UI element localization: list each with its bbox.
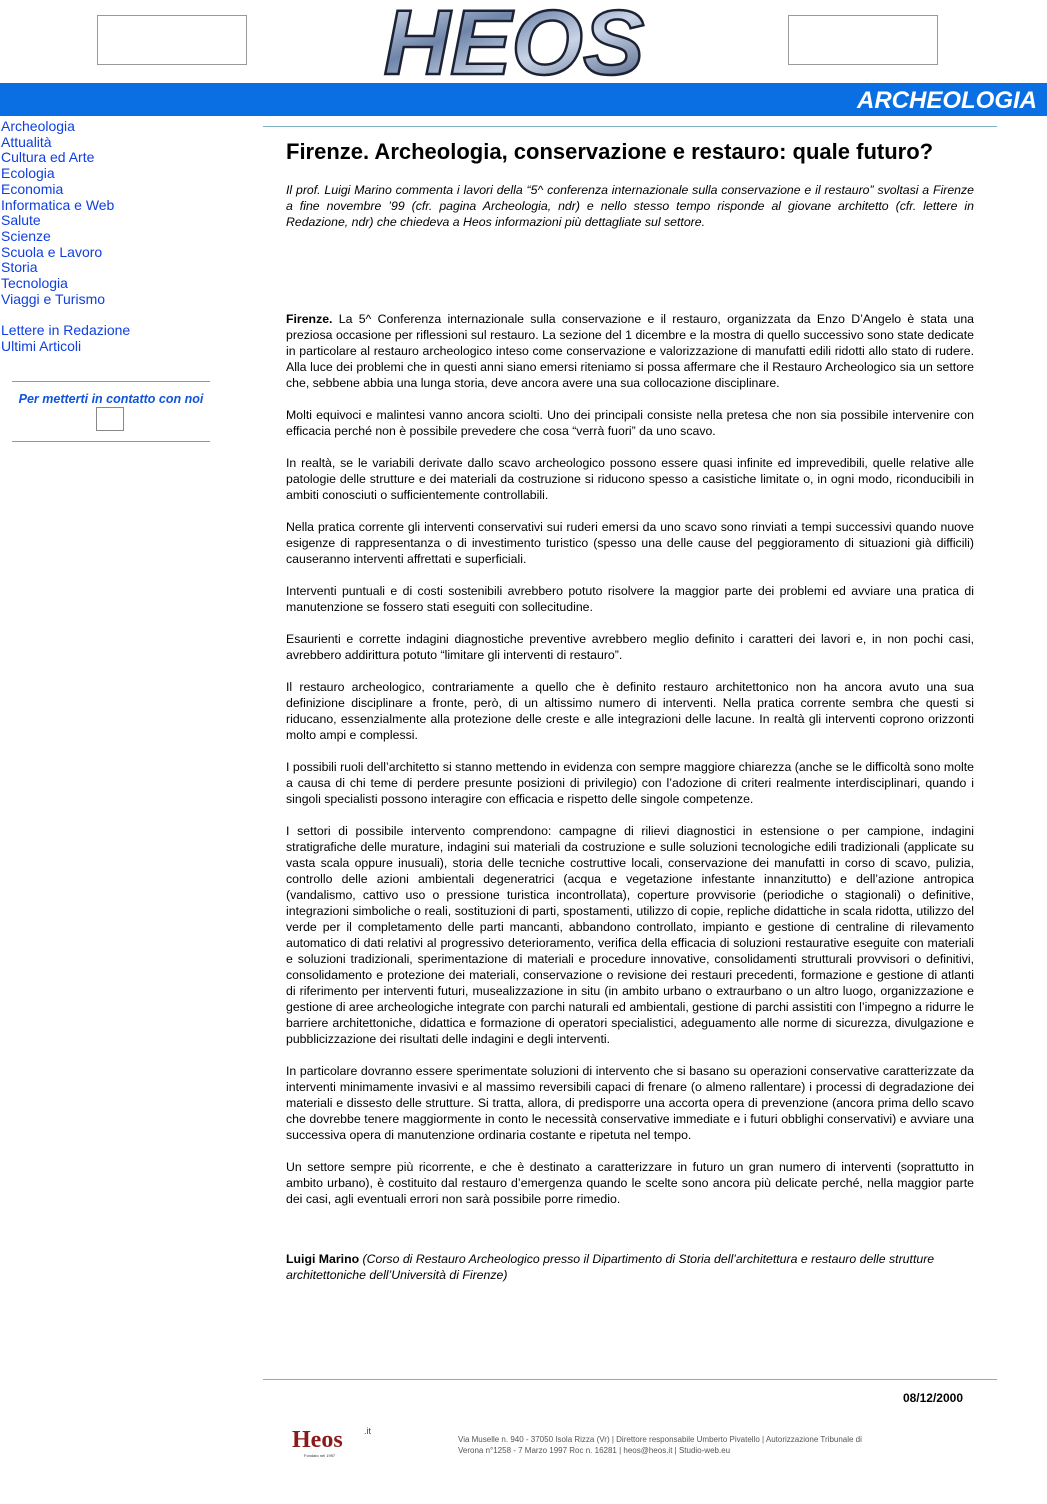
footer-info-line: Verona n°1258 - 7 Marzo 1997 Roc n. 16281 | heos@heos.it | Studio-web.eu bbox=[458, 1446, 731, 1455]
article-paragraph: Il restauro archeologico, contrariamente a quello che è definito restauro architettonico non ha ancora avuto una sua definizione disciplinare a fronte, però, di un altissimo numero di interventi. Nella pratica corrente sembra che questi si riducano, essenzialmente alla protezione delle creste e alle integrazioni delle lacune. In realtà gli interventi coprono orizzonti molto ampi e complessi. bbox=[286, 679, 974, 742]
article-paragraph: In realtà, se le variabili derivate dallo scavo archeologico possono essere quasi infinite ed imprevedibili, quelle relative alle patologie delle strutture e dei materiali da costruzione si riducono spesso a casistiche limitate o, in ogni modo, riconducibili in ambiti conosciuti o sufficientemente controllabili. bbox=[286, 455, 974, 502]
sidebar bbox=[1, 119, 216, 355]
nav-item-scienze[interactable]: Scienze bbox=[1, 227, 51, 244]
heos-logo[interactable] bbox=[372, 0, 656, 82]
nav-item-ultimi-articoli[interactable]: Ultimi Articoli bbox=[1, 338, 82, 355]
article-paragraph bbox=[286, 311, 974, 391]
signature-spacer bbox=[286, 1223, 974, 1251]
footer-heos-logo[interactable] bbox=[290, 1423, 400, 1463]
section-title: ARCHEOLOGIA bbox=[857, 87, 1037, 114]
author-name: Luigi Marino bbox=[286, 1251, 360, 1266]
section-header-bar bbox=[0, 83, 1047, 116]
divider-top bbox=[263, 126, 997, 127]
article-paragraph: I settori di possibile intervento comprendono: campagne di rilievi diagnostici in estensione o per campione, indagini stratigrafiche delle murature, indagini sui materiali da costruzione e sulle soluzioni tecnologiche edili tradizionali (applicate su vasta scala oppure inusuali), storia delle tecniche costruttive locali, conservazione dei manufatti in corso di scavo, pulizia, controllo delle azioni ambientali degeneratrici (acqua e vegetazione infestante innanzitutto) e dell’azione antropica (vandalismo, cattivo uso o pressione turistica incontrollata), coperture provvisorie (periodiche o stagionali) o definitive, integrazioni simboliche o reali, sostituzioni di parti, spostamenti, utilizzo di copie, repliche didattiche in scala ridotta, utilizzo del verde per il completamento delle parti mancanti, abbandono controllato, impianto e gestione di centraline di rilevamento automatico di dati relativi al progressivo deterioramento, verifica della efficacia di soluzioni restaurative eseguite con materiali e soluzioni tradizionali, sperimentazione di materiali e procedure innovative, consolidamenti strutturali provvisori o definitivi, consolidamento e protezione dei materiali, conservazione o revisione dei restauri precedenti, formazione e gestione di atlanti di riferimento per interventi futuri, musealizzazione in situ (in ambito urbano o extraurbano o un altro luogo, organizzazione e gestione di aree archeologiche integrate con parchi naturali ed ambientali, gestione di parchi assistiti con l’impegno a ridurre le barriere architettoniche, didattica e formazione di operatori specialistici, adeguamento alle norme di sicurezza, divulgazione e pubblicizzazione dei risultati delle indagini e degli interventi. bbox=[286, 823, 974, 1046]
footer-logo-text: Heos bbox=[292, 1427, 343, 1453]
article-paragraph: I possibili ruoli dell’architetto si stanno mettendo in evidenza con sempre maggiore chiarezza (anche se le difficoltà sono molte a causa di chi teme di perdere presunte posizioni di privilegio) con l’adozione di criteri realmente interdisciplinari, quando i singoli specialisti possono interagire con efficacia e rispetto delle singole competenze. bbox=[286, 759, 974, 806]
article-paragraph: Nella pratica corrente gli interventi conservativi sui ruderi emersi da uno scavo sono rinviati a tempi successivi quando nuove esigenze di rappresentanza o di investimento turistico (spesso una delle cause del peggioramento di situazioni già difficili) causeranno interventi affrettati e superficiali. bbox=[286, 519, 974, 566]
nav-item-salute[interactable]: Salute bbox=[1, 212, 41, 229]
divider-bottom bbox=[263, 1379, 997, 1380]
nav-item-lettere-in-redazione[interactable]: Lettere in Redazione bbox=[1, 322, 131, 339]
nav-item-storia[interactable]: Storia bbox=[1, 259, 38, 276]
banner-ad-right[interactable] bbox=[788, 15, 938, 65]
nav-item-cultura-ed-arte[interactable]: Cultura ed Arte bbox=[1, 149, 95, 166]
article bbox=[286, 138, 974, 1283]
nav-item-scuola-e-lavoro[interactable]: Scuola e Lavoro bbox=[1, 243, 103, 260]
article-headline: Firenze. Archeologia, conservazione e restauro: quale futuro? bbox=[286, 139, 934, 164]
article-paragraph: Esaurienti e corrette indagini diagnostiche preventive avrebbero meglio definito i caratteri dei lavori e, in non pochi casi, avrebbero addirittura potuto “limitare gli interventi di restauro”. bbox=[286, 631, 974, 662]
contact-label: Per metterti in contatto con noi bbox=[18, 392, 204, 406]
nav-item-economia[interactable]: Economia bbox=[1, 180, 64, 197]
nav-item-ecologia[interactable]: Ecologia bbox=[1, 165, 55, 182]
nav-item-tecnologia[interactable]: Tecnologia bbox=[1, 275, 68, 292]
banner-ad-left[interactable] bbox=[97, 15, 247, 65]
article-paragraph: Molti equivoci e malintesi vanno ancora sciolti. Uno dei principali consiste nella pretesa che non sia possibile intervenire con efficacia perché non è possibile prevedere che cosa “verrà fuori” da uno scavo. bbox=[286, 407, 974, 438]
article-paragraph: In particolare dovranno essere sperimentate soluzioni di intervento che si basano su operazioni conservative caratterizzate da interventi minimamente invasivi e al massimo reversibili capaci di frenare (o almeno rallentare) i processi di degradazione dei materiali e dissesto delle strutture. Si tratta, allora, di predisporre una accorta opera di prevenzione (ancora prima dello scavo che dovrebbe tenere maggiormente in conto le necessità conservative immediate e i futuri obblighi conservativi) e avviare una successiva opera di manutenzione ordinaria costante e ripetuta nel tempo. bbox=[286, 1063, 974, 1142]
author-affiliation: (Corso di Restauro Archeologico presso il Dipartimento di Storia dell’architettura e restauro delle strutture architettoniche dell’Università di Firenze) bbox=[286, 1251, 935, 1282]
dateline: Firenze. bbox=[286, 311, 333, 326]
footer-info bbox=[458, 1434, 928, 1456]
nav-spacer bbox=[1, 307, 216, 323]
article-signature bbox=[286, 1251, 974, 1283]
nav-item-informatica-e-web[interactable]: Informatica e Web bbox=[1, 196, 115, 213]
footer-tagline: Fondato nel 1997 bbox=[304, 1453, 336, 1458]
contact-button[interactable] bbox=[96, 407, 124, 431]
footer-logo-suffix: .it bbox=[364, 1426, 372, 1436]
nav-item-archeologia[interactable]: Archeologia bbox=[1, 118, 75, 134]
nav-item-attualita[interactable]: Attualità bbox=[1, 133, 52, 150]
publication-date: 08/12/2000 bbox=[902, 1391, 963, 1405]
contact-box bbox=[12, 381, 210, 442]
article-paragraph: Interventi puntuali e di costi sostenibili avrebbero potuto risolvere la maggior parte dei problemi ed avviare una pratica di manutenzione se fossero stati eseguiti con sollecitudine. bbox=[286, 583, 974, 614]
article-paragraph: Un settore sempre più ricorrente, e che è destinato a caratterizzare in futuro un gran numero di interventi (soprattutto in ambito urbano), è costituito dal restauro d’emergenza quando le scelte sono ancora più delicate perché, nella maggior parte dei casi, agli eventuali errori non sarà possibile porre rimedio. bbox=[286, 1159, 974, 1206]
nav-item-viaggi-e-turismo[interactable]: Viaggi e Turismo bbox=[1, 290, 106, 307]
category-nav bbox=[1, 119, 216, 355]
lead-spacer bbox=[286, 231, 974, 311]
paragraph-text: La 5^ Conferenza internazionale sulla conservazione e il restauro, organizzata da Enzo D’Angelo è stata una preziosa occasione per riflessioni sul restauro. La sezione del 1 dicembre e la mostra di quello successivo sono state dedicate in particolare al restauro archeologico inteso come conservazione e valorizzazione di manufatti edili ridotti allo stato di rudere. Alla luce dei problemi che in questi anni siano emersi riteniamo si possa affermare che il Restauro Archeologico sia un settore che, sebbene abbia una lunga storia, deve ancora avere una sua collocazione disciplinare. bbox=[286, 311, 974, 390]
article-lead: Il prof. Luigi Marino commenta i lavori della “5^ conferenza internazionale sulla conservazione e il restauro” svoltasi a Firenze a fine novembre ’99 (cfr. pagina Archeologia, ndr) e nello stesso tempo risponde al giovane architetto (cfr. lettere in Redazione, ndr) che chiedeva a Heos informazioni più dettagliate sul settore. bbox=[286, 183, 974, 230]
logo-text: HEOS bbox=[383, 0, 645, 82]
footer-info-line: Via Muselle n. 940 - 37050 Isola Rizza (Vr) | Direttore responsabile Umberto Pivatello | Autorizzazione Tribunale di bbox=[458, 1435, 862, 1444]
